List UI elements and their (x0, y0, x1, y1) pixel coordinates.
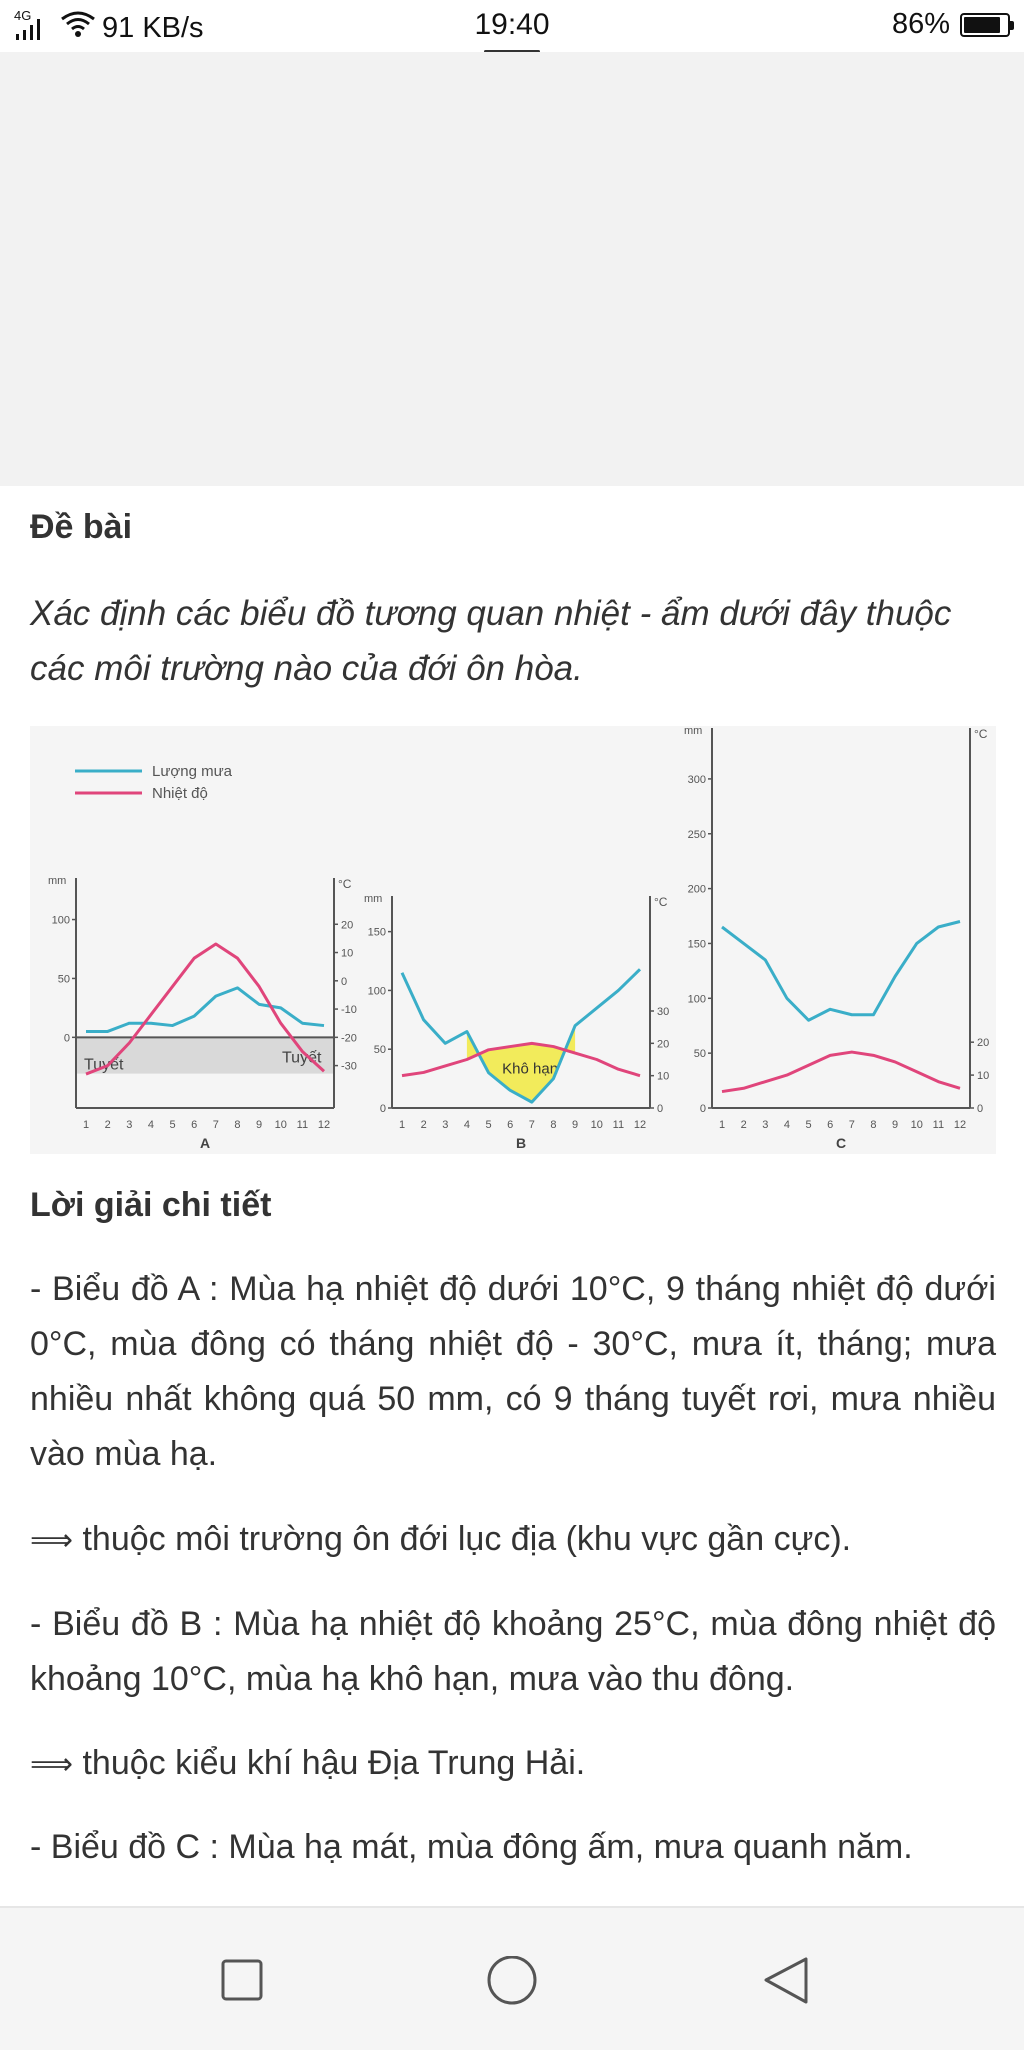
chart-b-rain-tick-label: 150 (367, 926, 386, 939)
chart-c-month-label: 4 (783, 1119, 790, 1131)
chart-a-temp-tick-label: 10 (341, 947, 354, 960)
chart-a-rain-unit: mm (48, 875, 67, 887)
battery-fill (964, 17, 1000, 33)
network-speed: 91 KB/s (102, 11, 204, 44)
chart-a-month-label: 4 (147, 1119, 154, 1131)
chart-b-temp-tick-label: 30 (657, 1006, 670, 1018)
chart-a-temp-unit: °C (338, 877, 352, 891)
chart-a-rain-tick-label: 0 (63, 1032, 70, 1045)
chart-b-temp-unit: °C (654, 895, 668, 909)
chart-b-label: B (515, 1135, 527, 1151)
chart-c-month-label: 8 (870, 1119, 877, 1131)
section-title-loi-giai: Lời giải chi tiết (30, 1186, 272, 1224)
chart-b-month-label: 3 (442, 1119, 449, 1131)
conclusion-a-row (30, 1512, 996, 1568)
triangle-back-icon (756, 1956, 816, 2006)
chart-a-month-label: 9 (256, 1119, 263, 1131)
chart-c-month-label: 7 (848, 1119, 855, 1131)
conclusion-b-row (30, 1736, 996, 1792)
back-button[interactable] (756, 1956, 816, 2006)
chart-b-month-label: 8 (550, 1119, 557, 1131)
chart-a-rain-tick-label: 100 (51, 914, 70, 927)
chart-c-rain-unit: mm (684, 726, 703, 737)
chart-b-temp-tick-label: 0 (657, 1103, 664, 1115)
chart-c-month-label: 2 (740, 1119, 747, 1131)
chart-c-rain-tick-label: 300 (687, 773, 706, 786)
chart-c-temp-line (722, 1052, 960, 1091)
chart-a-month-label: 12 (317, 1119, 331, 1131)
chart-a-snow-label-2: Tuyết (282, 1049, 322, 1067)
legend-rain-label: Lượng mưa (152, 763, 232, 780)
chart-a-label: A (199, 1135, 211, 1151)
chart-c-rain-tick-label: 250 (687, 828, 706, 841)
chart-a-month-label: 3 (126, 1119, 133, 1131)
chart-b-month-label: 10 (590, 1119, 603, 1131)
chart-c-temp-unit: °C (974, 727, 988, 741)
chart-c-temp-tick-label: 20 (977, 1037, 990, 1050)
chart-c-month-label: 1 (718, 1119, 726, 1131)
chart-b-month-label: 4 (463, 1119, 470, 1131)
chart-b-month-label: 6 (507, 1119, 514, 1131)
chart-b-rain-tick-label: 0 (379, 1103, 386, 1115)
chart-c-month-label: 10 (910, 1119, 923, 1131)
chart-b-month-label: 2 (420, 1119, 427, 1131)
conclusion-b: thuộc kiểu khí hậu Địa Trung Hải. (82, 1744, 586, 1782)
chart-a-month-label: 10 (274, 1119, 287, 1131)
chart-c-month-label: 6 (827, 1119, 834, 1131)
chart-a-temp-tick-label: -30 (341, 1060, 357, 1073)
chart-b-temp-tick-label: 10 (657, 1070, 670, 1083)
chart-a-month-label: 5 (169, 1119, 176, 1131)
chart-a-temp-tick-label: -20 (341, 1032, 357, 1045)
chart-c-month-label: 9 (892, 1119, 899, 1131)
chart-c-rain-tick-label: 0 (699, 1103, 706, 1115)
chart-b-dry-label: Khô hạn (502, 1060, 559, 1078)
climate-charts-svg (30, 726, 996, 1154)
chart-b-month-label: 7 (528, 1119, 535, 1131)
chart-b-rain-tick-label: 100 (367, 985, 386, 998)
chart-b-month-label: 12 (633, 1119, 647, 1131)
chart-a-temp-tick-label: -10 (341, 1004, 357, 1017)
legend-temp-label: Nhiệt độ (152, 785, 208, 802)
chart-a-temp-tick-label: 0 (341, 975, 348, 988)
battery-icon (960, 13, 1010, 37)
battery-percent: 86% (891, 8, 950, 40)
chart-b-rain-tick-label: 50 (373, 1044, 386, 1057)
system-nav-bar (0, 1906, 1024, 2050)
conclusion-a: thuộc môi trường ôn đới lục địa (khu vực gần cực). (82, 1520, 852, 1558)
chart-a-month-label: 11 (296, 1119, 309, 1131)
chart-b-month-label: 5 (485, 1119, 492, 1131)
chart-a-month-label: 2 (104, 1119, 111, 1131)
chart-c-month-label: 11 (932, 1119, 945, 1131)
implies-arrow-icon: ⟹ (30, 1748, 74, 1781)
implies-arrow-icon: ⟹ (30, 1524, 74, 1557)
chart-b-month-label: 1 (398, 1119, 406, 1131)
chart-c-month-label: 3 (762, 1119, 769, 1131)
chart-b-rain-unit: mm (364, 893, 383, 905)
chart-c-rain-line (722, 922, 960, 1021)
chart-c-rain-tick-label: 50 (693, 1048, 706, 1061)
recents-button[interactable] (212, 1956, 272, 2006)
chart-c-rain-tick-label: 150 (687, 938, 706, 951)
chart-a-snow-label: Tuyết (84, 1056, 124, 1074)
chart-b-month-label: 11 (612, 1119, 625, 1131)
chart-c-temp-tick-label: 10 (977, 1070, 990, 1083)
chart-c-temp-tick-label: 0 (977, 1103, 984, 1115)
chart-b-temp-tick-label: 20 (657, 1038, 670, 1051)
chart-b-month-label: 9 (572, 1119, 579, 1131)
chart-c-label: C (835, 1135, 847, 1151)
solution-a: - Biểu đồ A : Mùa hạ nhiệt độ dưới 10°C, 9 tháng nhiệt độ dưới 0°C, mùa đông có tháng nhiệt độ - 30°C, mưa ít, tháng; mưa nhiều nhất không quá 50 mm, có 9 tháng tuyết rơi, mưa nhiều vào mùa hạ. (30, 1270, 996, 1473)
chart-c-month-label: 12 (953, 1119, 967, 1131)
chart-a-month-label: 8 (234, 1119, 241, 1131)
status-right (892, 8, 1010, 41)
network-type: 4G (14, 8, 32, 23)
chart-c-rain-tick-label: 200 (687, 883, 706, 896)
chart-a-month-label: 7 (212, 1119, 219, 1131)
chart-a-rain-tick-label: 50 (57, 973, 70, 986)
square-icon (212, 1956, 272, 2006)
ad-placeholder (0, 52, 1024, 486)
chart-c-rain-tick-label: 100 (687, 993, 706, 1006)
chart-a-rain-line (86, 988, 324, 1032)
chart-a-month-label: 6 (191, 1119, 198, 1131)
solution-c: - Biểu đồ C : Mùa hạ mát, mùa đông ấm, mưa quanh năm. (30, 1828, 913, 1866)
chart-a-month-label: 1 (82, 1119, 90, 1131)
section-title-de-bai: Đề bài (30, 508, 133, 546)
solution-b: - Biểu đồ B : Mùa hạ nhiệt độ khoảng 25°C, mùa đông nhiệt độ khoảng 10°C, mùa hạ khô hạn, mưa vào thu đông. (30, 1605, 996, 1698)
clock: 19:40 (474, 8, 550, 41)
climate-chart-figure (30, 726, 996, 1154)
chart-a-temp-tick-label: 20 (341, 919, 354, 932)
status-bar (0, 0, 1024, 52)
home-button[interactable] (482, 1956, 542, 2006)
question-text: Xác định các biểu đồ tương quan nhiệt - ẩm dưới đây thuộc các môi trường nào của đới ôn hòa. (30, 594, 952, 688)
chart-c-month-label: 5 (805, 1119, 812, 1131)
circle-icon (482, 1956, 542, 2006)
